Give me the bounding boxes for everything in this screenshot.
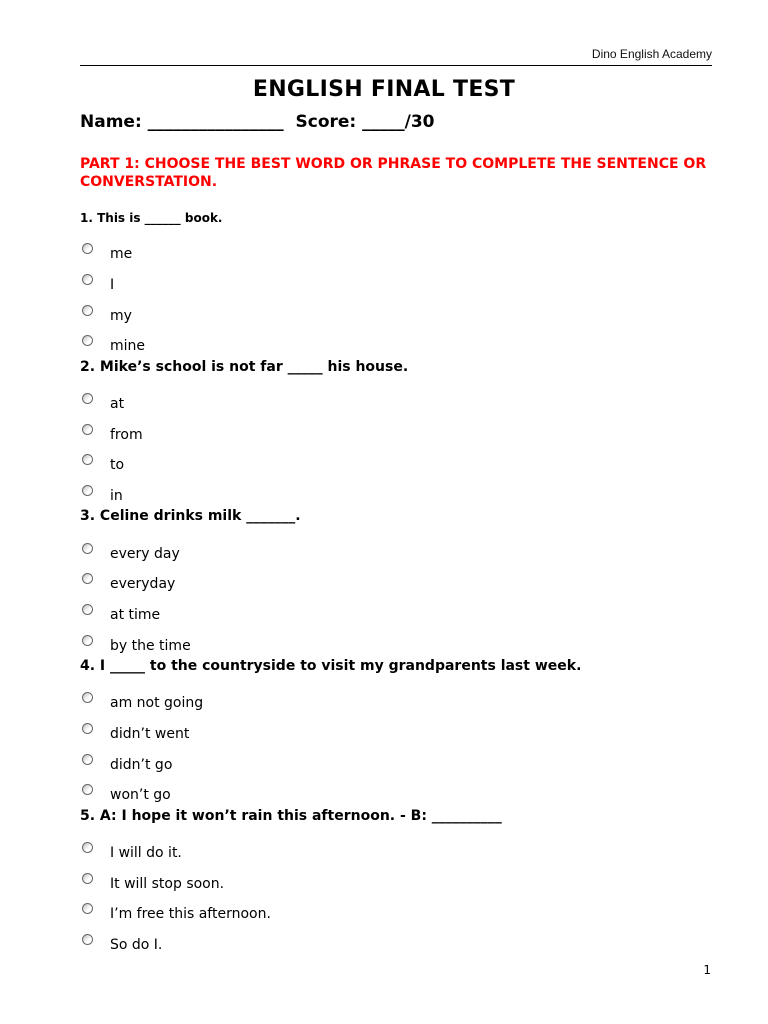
radio-button-icon[interactable] bbox=[82, 903, 93, 914]
option-label: in bbox=[110, 488, 123, 504]
option-label: every day bbox=[110, 546, 180, 562]
radio-button-icon[interactable] bbox=[82, 573, 93, 584]
radio-button-icon[interactable] bbox=[82, 784, 93, 795]
test-title: ENGLISH FINAL TEST bbox=[252, 77, 516, 102]
name-score-row: Name: ________________ Score: _____/30 bbox=[80, 112, 435, 132]
radio-button-icon[interactable] bbox=[82, 723, 93, 734]
radio-button-icon[interactable] bbox=[82, 934, 93, 945]
part1-title: PART 1: CHOOSE THE BEST WORD OR PHRASE TO COMPLETE THE SENTENCE OR CONVERSTATION. bbox=[80, 156, 707, 190]
option-label: I will do it. bbox=[110, 845, 182, 861]
question-5: 5. A: I hope it won’t rain this afternoon. - B: __________ bbox=[80, 808, 502, 824]
option-label: me bbox=[110, 246, 133, 262]
radio-button-icon[interactable] bbox=[82, 635, 93, 646]
radio-button-icon[interactable] bbox=[82, 335, 93, 346]
radio-button-icon[interactable] bbox=[82, 243, 93, 254]
option-label: I bbox=[110, 277, 115, 293]
radio-button-icon[interactable] bbox=[82, 274, 93, 285]
radio-button-icon[interactable] bbox=[82, 873, 93, 884]
option-label: from bbox=[110, 427, 143, 443]
radio-button-icon[interactable] bbox=[82, 393, 93, 404]
radio-button-icon[interactable] bbox=[82, 604, 93, 615]
radio-button-icon[interactable] bbox=[82, 842, 93, 853]
radio-button-icon[interactable] bbox=[82, 305, 93, 316]
option-label: at time bbox=[110, 607, 161, 623]
option-label: didn’t went bbox=[110, 726, 190, 742]
page-number: 1 bbox=[703, 963, 711, 977]
radio-button-icon[interactable] bbox=[82, 454, 93, 465]
radio-button-icon[interactable] bbox=[82, 692, 93, 703]
option-label: won’t go bbox=[110, 787, 171, 803]
option-label: mine bbox=[110, 338, 146, 354]
option-label: So do I. bbox=[110, 937, 163, 953]
radio-button-icon[interactable] bbox=[82, 754, 93, 765]
option-label: at bbox=[110, 396, 125, 412]
radio-button-icon[interactable] bbox=[82, 485, 93, 496]
question-4: 4. I _____ to the countryside to visit my grandparents last week. bbox=[80, 658, 582, 674]
option-label: my bbox=[110, 308, 132, 324]
question-1: 1. This is ______ book. bbox=[80, 211, 223, 225]
header-divider bbox=[80, 65, 712, 66]
question-3: 3. Celine drinks milk _______. bbox=[80, 508, 301, 524]
option-label: didn’t go bbox=[110, 757, 173, 773]
page-header-org: Dino English Academy bbox=[591, 47, 712, 61]
question-2: 2. Mike’s school is not far _____ his house. bbox=[80, 359, 409, 375]
radio-button-icon[interactable] bbox=[82, 543, 93, 554]
option-label: am not going bbox=[110, 695, 204, 711]
option-label: to bbox=[110, 457, 125, 473]
option-label: everyday bbox=[110, 576, 176, 592]
option-label: I’m free this afternoon. bbox=[110, 906, 271, 922]
option-label: It will stop soon. bbox=[110, 876, 225, 892]
radio-button-icon[interactable] bbox=[82, 424, 93, 435]
option-label: by the time bbox=[110, 638, 191, 654]
